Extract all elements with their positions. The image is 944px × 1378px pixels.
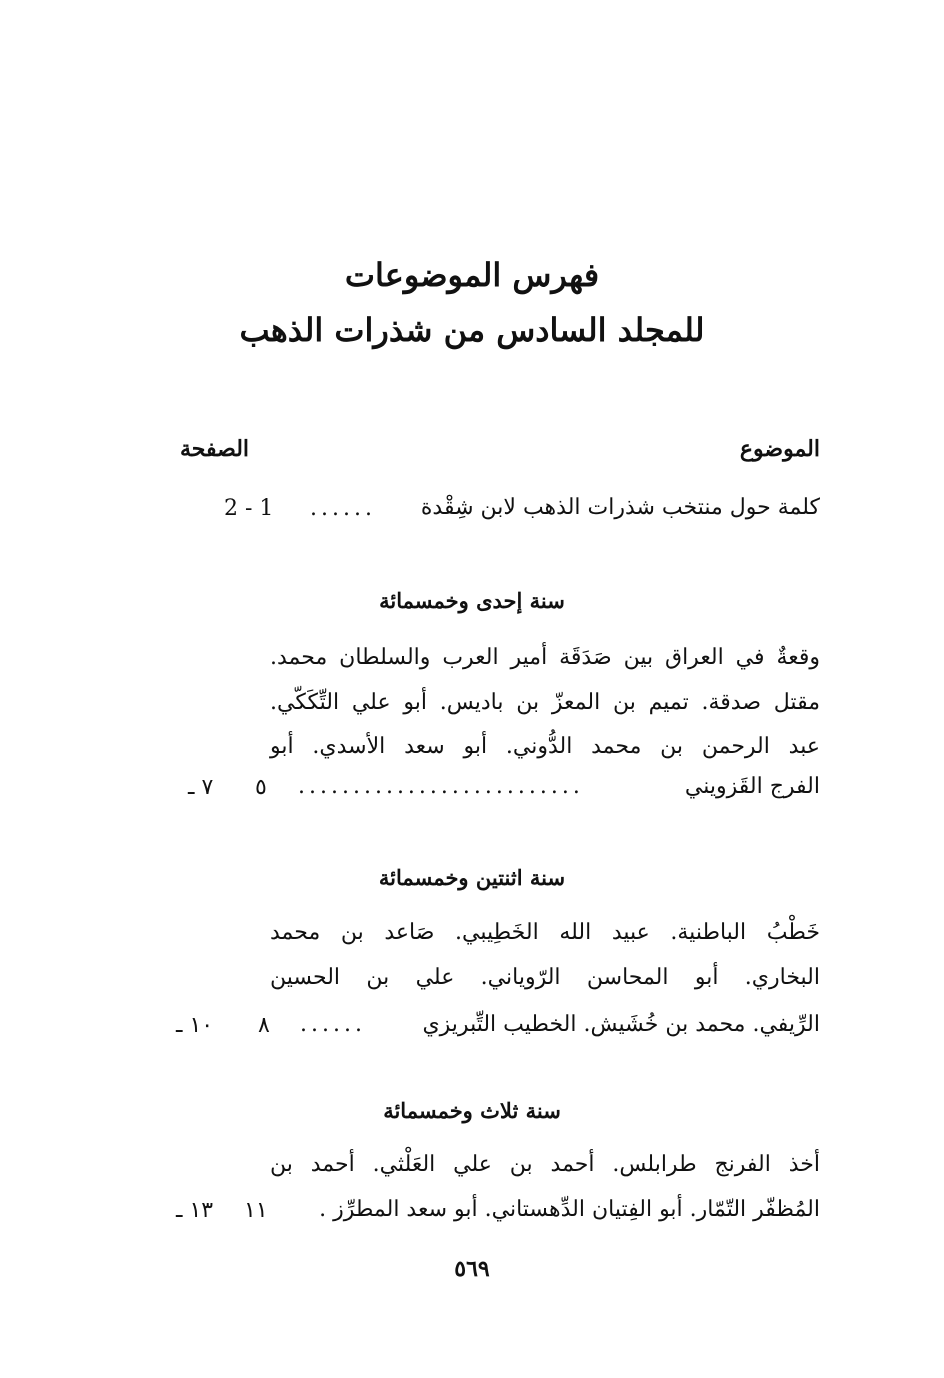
page-to: ١٠ ـ [176,1013,214,1038]
entry-line: وقعةٌ في العراق بين صَدَقَة أمير العرب والسلطان محمد. [270,645,820,670]
section-heading: سنة اثنتين وخمسمائة [378,865,566,890]
entry-line: مقتل صدقة. تميم بن المعزّ بن باديس. أبو علي التِّكَكّي. [270,690,820,715]
entry-line: البخاري. أبو المحاسن الرّوياني. علي بن الحسين [270,965,820,990]
page-to: ١٣ ـ [176,1198,214,1223]
page-from: ٨ [258,1013,270,1038]
page-number: ٥٦٩ [454,1256,490,1282]
entry-line: الفرج القَزويني [684,774,820,799]
section-heading: سنة إحدى وخمسمائة [379,588,565,613]
entry-line: أخذ الفرنج طرابلس. أحمد بن علي العَلْثي. أحمد بن [270,1152,820,1177]
page-to: ٧ ـ [188,775,214,800]
entry-line: الرِّيفي. محمد بن خُشَيش. الخطيب التِّبريزي [422,1012,820,1037]
page-from: ٥ [255,775,267,800]
section-heading: سنة ثلاث وخمسمائة [383,1098,561,1123]
entry-line: عبد الرحمن بن محمد الدُّوني. أبو سعد الأسدي. أبو [270,734,820,759]
entry-dots: .......................... [298,774,584,799]
intro-entry-dots: ...... [310,496,376,521]
page-subtitle: للمجلد السادس من شذرات الذهب [239,311,705,349]
intro-entry-text: كلمة حول منتخب شذرات الذهب لابن شِقْدة [420,495,820,520]
column-header-topic: الموضوع [739,436,820,462]
page-title: فهرس الموضوعات [344,256,600,294]
entry-line: المُظفّر التّمّار. أبو الفِتيان الدِّهستاني. أبو سعد المطرِّز . [319,1197,820,1222]
page-from: ١١ [244,1198,268,1223]
entry-line: خَطْبُ الباطنية. عبيد الله الخَطِيبي. صَاعد بن محمد [270,920,820,945]
column-header-page: الصفحة [180,436,250,462]
entry-dots: ...... [300,1012,366,1037]
intro-entry-pages: 2 - 1 [224,496,274,521]
